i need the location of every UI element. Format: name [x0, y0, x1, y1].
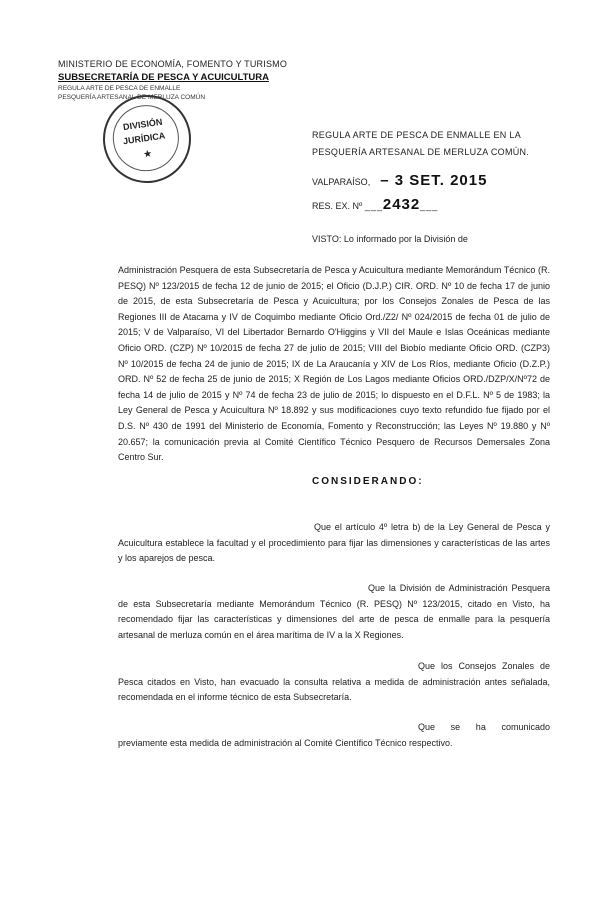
resolution-number: 2432	[382, 196, 421, 213]
considerando-paragraph-2: Que la División de Administración Pesquera de esta Subsecretaría mediante Memorándum Técnico (R. PESQ) Nº 123/2015, citado en Visto, ha recomendado fijar las características y dimensiones del arte de pesca de enmalle para la pesquería artesanal de merluza común en el área marítima de IV a la X Regiones.	[118, 583, 550, 640]
resolution-label: RES. EX. Nº	[312, 201, 363, 211]
considerando-paragraph-4: Que se ha comunicado previamente esta medida de administración al Comité Científico Técnico respectivo.	[118, 722, 550, 748]
stamp-line-2: JURÍDICA	[122, 130, 166, 147]
letterhead-line-4: PESQUERÍA ARTESANAL DE MERLUZA COMÚN	[58, 94, 206, 101]
letterhead-line-3: REGULA ARTE DE PESCA DE ENMALLE	[58, 84, 181, 92]
date-line	[312, 172, 487, 189]
date-label: VALPARAÍSO,	[312, 177, 371, 187]
resolution-line	[312, 196, 438, 213]
division-juridica-stamp	[97, 89, 196, 188]
letterhead	[58, 60, 298, 102]
visto-first-line: VISTO: Lo informado por la División de	[312, 234, 468, 244]
considerando-heading: CONSIDERANDO:	[312, 476, 424, 487]
considerando-paragraph-3: Que los Consejos Zonales de Pesca citados en Visto, han evacuado la consulta relativa a medida de administración antes señalada, recomendada en el informe técnico de esta Subsecretaría.	[118, 661, 550, 703]
resolution-blank-left: ___	[364, 201, 383, 211]
document-subject: REGULA ARTE DE PESCA DE ENMALLE EN LA PESQUERÍA ARTESANAL DE MERLUZA COMÚN.	[312, 130, 530, 157]
subsecretaria-name: SUBSECRETARÍA DE PESCA Y ACUICULTURA	[58, 72, 269, 83]
ministry-name: MINISTERIO DE ECONOMÍA, FOMENTO Y TURISMO	[58, 59, 288, 69]
resolution-blank-right: ___	[420, 201, 439, 211]
stamp-line-1: DIVISIÓN	[122, 116, 163, 133]
visto-body: Administración Pesquera de esta Subsecretaría de Pesca y Acuicultura mediante Memorándum Técnico (R. PESQ) Nº 123/2015 de fecha 12 de junio de 2015; el Oficio (D.J.P.) CIR. ORD. Nº 10 de fecha 17 de junio de 2015, de esta Subsecretaría de Pesca y Acuicultura; por los Consejos Zonales de Pesca de las Regiones III de Atacama y IV de Coquimbo mediante Oficio Ord./Z2/ Nº 024/2015 de fecha 01 de julio de 2015; V de Valparaíso, VI del Libertador Bernardo O'Higgins y VII del Maule e Islas Oceánicas mediante Oficio ORD. (CZP) Nº 10/2015 de fecha 27 de julio de 2015; VIII del Biobío mediante Oficio ORD. (CZP3) Nº 10/2015 de fecha 24 de junio de 2015; IX de La Araucanía y XIV de Los Ríos, mediante Oficio (D.Z.P.) ORD. Nº 52 de fecha 25 de junio de 2015; X Región de Los Lagos mediante Oficios ORD./DZP/X/Nº72 de fecha 14 de julio de 2015 y Nº 74 de fecha 23 de julio de 2015; lo dispuesto en el D.F.L. Nº 5 de 1983; la Ley General de Pesca y Acuicultura Nº 18.892 y sus modificaciones cuyo texto refundido fue fijado por el D.S. Nº 430 de 1991 del Ministerio de Economía, Fomento y Reconstrucción; las Leyes Nº 19.880 y Nº 20.657; la comunicación previa al Comité Científico Técnico Pesquero de Recursos Demersales Zona Centro Sur.	[118, 265, 550, 463]
star-icon: ★	[142, 148, 153, 161]
date-value: – 3 SET. 2015	[380, 172, 488, 189]
considerando-paragraph-1: Que el artículo 4º letra b) de la Ley General de Pesca y Acuicultura establece la facultad y el procedimiento para fijar las dimensiones y características de las artes y los aparejos de pesca.	[118, 522, 550, 564]
